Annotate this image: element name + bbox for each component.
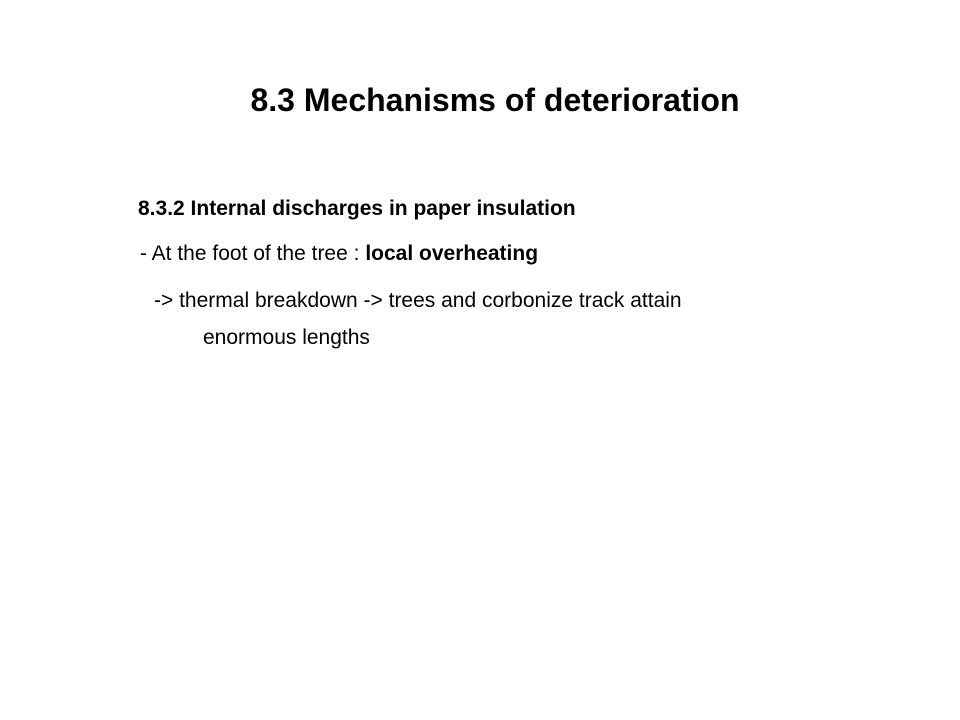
bullet-foot-of-tree-text: - At the foot of the tree : [140, 242, 366, 265]
bullet-local-overheating-emphasis: local overheating [365, 242, 539, 265]
bullet-thermal-breakdown: -> thermal breakdown -> trees and corbonize track attain [154, 289, 682, 312]
bullet-thermal-breakdown-continuation: enormous lengths [203, 326, 370, 349]
bullet-foot-of-tree [140, 240, 538, 268]
slide-title: 8.3 Mechanisms of deterioration [250, 82, 740, 118]
section-subheading: 8.3.2 Internal discharges in paper insulation [138, 197, 576, 220]
